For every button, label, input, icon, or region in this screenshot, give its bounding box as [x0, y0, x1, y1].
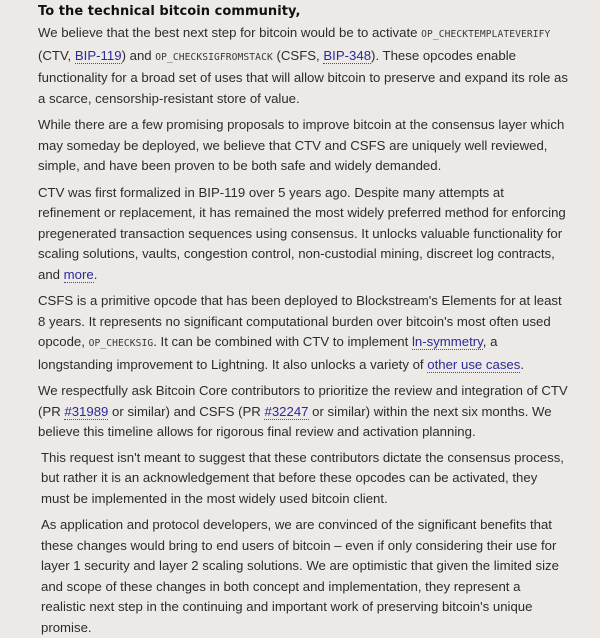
link-ln-symmetry[interactable]: ln-symmetry [411, 334, 483, 349]
text: ). These opcodes enable functionality for a broad set of uses that will allow bitcoin to preserve and expand its role as a scarce, censorship-resistant store of value. [38, 47, 568, 106]
paragraph-request [38, 381, 568, 443]
text: CTV was first formalized in BIP-119 over 5 years ago. Despite many attempts at refinement or replacement, it has remained the most widely preferred method for enforcing pregenerated transaction sequences using consensus. It unlocks valuable functionality for scaling solutions, vaults, congestion control, non-custodial mining, discreet log contracts, and [38, 184, 566, 282]
opcode-checksig: OP_CHECKSIG [88, 338, 154, 349]
link-bip-348[interactable]: BIP-348 [323, 47, 372, 63]
text: . [520, 356, 525, 372]
paragraph-csfs [38, 291, 568, 375]
paragraph-activation-proposal [38, 23, 568, 109]
link-other-use-cases[interactable]: other use cases [427, 356, 521, 372]
text: or similar) within the next six months. We believe this timeline allows for rigorous final review and activation planning. [38, 403, 552, 439]
text: (CSFS, [272, 47, 324, 63]
text: , a longstanding improvement to Lightning. It also unlocks a variety of [38, 334, 498, 372]
text: . It can be combined with CTV to implement [153, 334, 412, 349]
text: CSFS is a primitive opcode that has been deployed to Blockstream's Elements for at least 8 years. It represents no significant computational burden over bitcoin's most often used opcode, [38, 293, 562, 349]
paragraph-proposals: While there are a few promising proposals to improve bitcoin at the consensus layer which may someday be deployed, we believe that CTV and CSFS are uniquely well reviewed, simple, and have been proven to be both safe and widely demanded. [38, 117, 565, 173]
link-pr-32247[interactable]: #32247 [264, 403, 309, 419]
opcode-ctv: OP_CHECKTEMPLATEVERIFY [421, 29, 551, 40]
text: We respectfully ask Bitcoin Core contributors to prioritize the review and integration of CTV (PR [38, 383, 568, 419]
paragraph-conclusion: As application and protocol developers, we are convinced of the significant benefits that these changes would bring to end users of bitcoin – even if only considering their use for layer 1 security and layer 2 scaling solutions. We are optimistic that given the limited size and scope of these changes in both concept and implementation, they represent a realistic next step in the continuing and important work of preserving bitcoin's unique promise. [41, 517, 559, 635]
link-bip-119[interactable]: BIP-119 [74, 47, 122, 63]
text: or similar) and CSFS (PR [108, 403, 265, 419]
paragraph-ctv [38, 183, 568, 286]
opcode-csfs: OP_CHECKSIGFROMSTACK [155, 51, 273, 63]
link-pr-31989[interactable]: #31989 [64, 403, 109, 419]
text: . [93, 266, 98, 282]
link-more[interactable]: more [63, 266, 94, 282]
letter-greeting: To the technical bitcoin community, [38, 4, 301, 19]
letter [38, 0, 568, 638]
text: ) and [121, 47, 156, 63]
text: (CTV, [38, 47, 75, 63]
paragraph-clarification: This request isn't meant to suggest that these contributors dictate the consensus process, but rather it is an acknowledgement that before these opcodes can be activated, they must be implemented in the most widely used bitcoin client. [41, 449, 564, 506]
text: We believe that the best next step for bitcoin would be to activate [38, 25, 422, 40]
